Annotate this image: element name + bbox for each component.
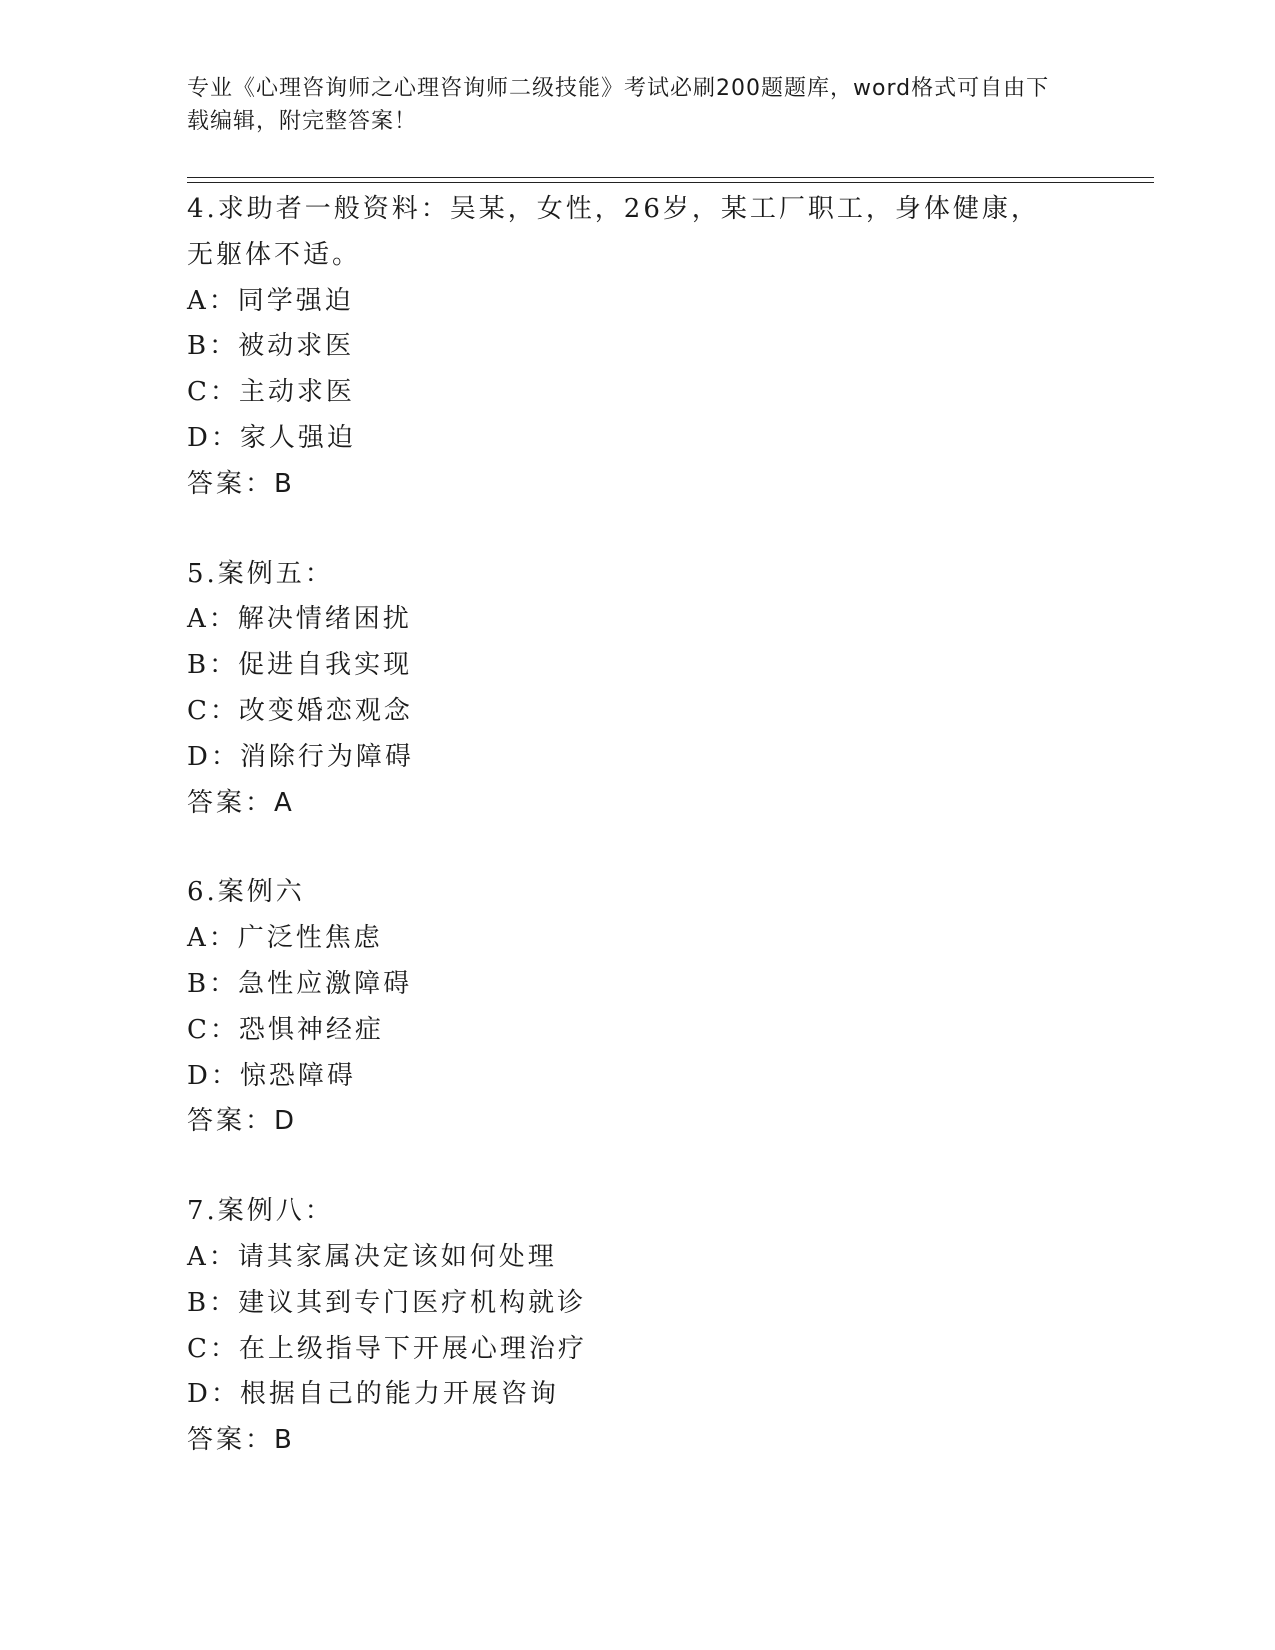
- question-5: [187, 552, 1087, 827]
- answer-label: 答案：A: [187, 787, 295, 818]
- header-divider-bottom: [187, 182, 1154, 183]
- option-c: C：在上级指导下开展心理治疗: [187, 1333, 587, 1364]
- option-b: B：促进自我实现: [187, 650, 413, 681]
- answer-label: 答案：B: [187, 1425, 295, 1456]
- option-a: A：请其家属决定该如何处理: [187, 1241, 557, 1272]
- question-stem: 5.案例五：: [187, 558, 334, 589]
- option-c: C：改变婚恋观念: [187, 695, 413, 726]
- option-c: C：恐惧神经症: [187, 1014, 384, 1045]
- question-4: [187, 187, 1087, 508]
- option-c: C：主动求医: [187, 377, 355, 408]
- option-a: A：解决情绪困扰: [187, 604, 412, 635]
- document-header: 专业《心理咨询师之心理咨询师二级技能》考试必刷200题题库，word格式可自由下载编辑，附完整答案！: [187, 76, 1050, 134]
- header-divider-top: [187, 177, 1154, 178]
- question-7: [187, 1189, 1087, 1464]
- answer-label: 答案：D: [187, 1106, 298, 1137]
- option-d: D：消除行为障碍: [187, 741, 414, 772]
- question-list: [187, 187, 1087, 1508]
- question-stem: 7.案例八：: [187, 1196, 334, 1227]
- question-6: [187, 870, 1087, 1145]
- option-a: A：同学强迫: [187, 285, 354, 316]
- option-b: B：建议其到专门医疗机构就诊: [187, 1287, 587, 1318]
- answer-label: 答案：B: [187, 468, 295, 499]
- option-b: B：急性应激障碍: [187, 968, 413, 999]
- question-stem: 4.求助者一般资料：吴某，女性，26岁，某工厂职工，身体健康，无躯体不适。: [187, 194, 1040, 270]
- question-stem: 6.案例六: [187, 877, 305, 908]
- option-a: A：广泛性焦虑: [187, 923, 383, 954]
- option-d: D：惊恐障碍: [187, 1060, 356, 1091]
- option-d: D：根据自己的能力开展咨询: [187, 1379, 559, 1410]
- option-d: D：家人强迫: [187, 422, 356, 453]
- option-b: B：被动求医: [187, 331, 355, 362]
